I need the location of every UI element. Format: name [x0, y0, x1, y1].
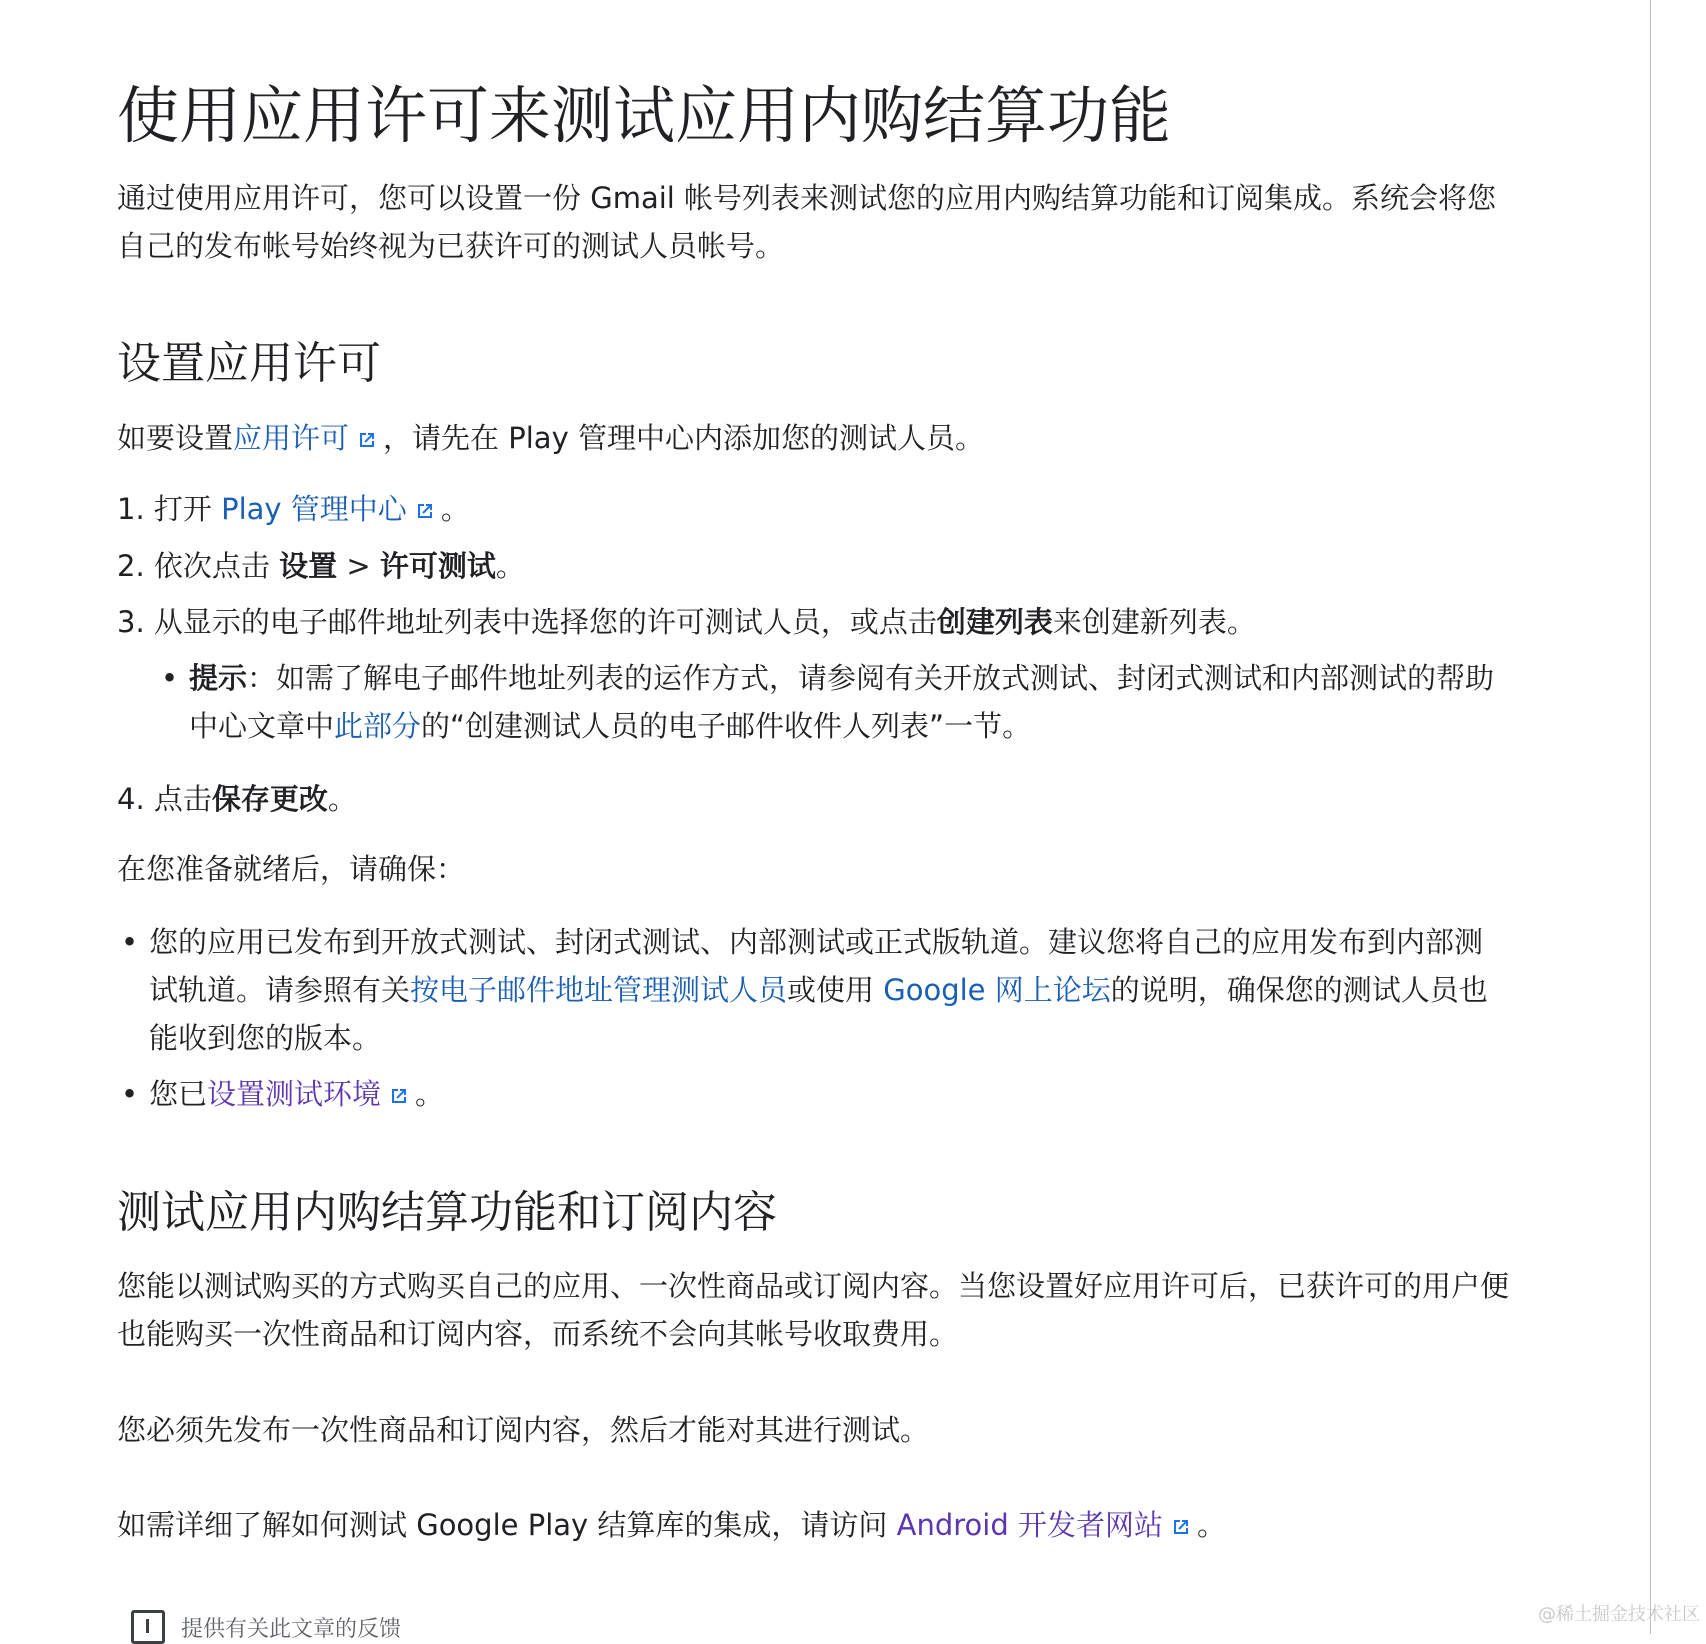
external-link-icon — [357, 430, 377, 450]
play-console-link[interactable]: Play 管理中心 — [221, 492, 407, 526]
testing-paragraph-1: 您能以测试购买的方式购买自己的应用、一次性商品或订阅内容。当您设置好应用许可后，已获许可的用户便也能购买一次性商品和订阅内容，而系统不会向其帐号收取费用。 — [117, 1269, 1510, 1351]
bullet-2: • 您已设置测试环境 。 — [121, 1077, 445, 1111]
intro-paragraph: 通过使用应用许可，您可以设置一份 Gmail 帐号列表来测试您的应用内购结算功能和订阅集成。系统会将您自己的发布帐号始终视为已获许可的测试人员帐号。 — [117, 181, 1497, 263]
external-link-icon — [1171, 1517, 1191, 1537]
feedback-icon — [131, 1610, 165, 1644]
manage-testers-link[interactable]: 按电子邮件地址管理测试人员 — [410, 973, 788, 1007]
feedback-label: 提供有关此文章的反馈 — [181, 1616, 402, 1642]
step-4: 4. 点击保存更改。 — [117, 782, 357, 816]
step-2: 2. 依次点击 设置 > 许可测试。 — [117, 549, 525, 583]
watermark: @稀土掘金技术社区 — [1538, 1604, 1700, 1625]
testing-paragraph-2: 您必须先发布一次性商品和订阅内容，然后才能对其进行测试。 — [117, 1413, 930, 1447]
test-environment-link[interactable]: 设置测试环境 — [207, 1077, 382, 1111]
step-3: 3. 从显示的电子邮件地址列表中选择您的许可测试人员，或点击创建列表来创建新列表。 — [117, 605, 1256, 639]
page-title: 使用应用许可来测试应用内购结算功能 — [117, 79, 1172, 152]
bullet-1: • 您的应用已发布到开放式测试、封闭式测试、内部测试或正式版轨道。建议您将自己的应用发布到内部测试轨道。请参照有关按电子邮件地址管理测试人员或使用 Google 网上论坛的说明，确保您的测试人员也能收到您的版本。 — [121, 925, 1488, 1055]
external-link-icon — [389, 1086, 409, 1106]
section-heading-testing: 测试应用内购结算功能和订阅内容 — [117, 1187, 777, 1238]
divider — [1650, 0, 1651, 1634]
google-groups-link[interactable]: Google 网上论坛 — [883, 973, 1111, 1007]
ready-paragraph: 在您准备就绪后，请确保： — [117, 852, 466, 886]
app-licensing-link[interactable]: 应用许可 — [233, 421, 350, 455]
step-1: 1. 打开 Play 管理中心 。 — [117, 492, 470, 526]
feedback-button[interactable] — [131, 1610, 401, 1644]
android-developers-link[interactable]: Android 开发者网站 — [896, 1508, 1163, 1542]
this-section-link[interactable]: 此部分 — [334, 709, 422, 743]
tip: • 提示：如需了解电子邮件地址列表的运作方式，请参阅有关开放式测试、封闭式测试和内部测试的帮助中心文章中此部分的“创建测试人员的电子邮件收件人列表”一节。 — [161, 661, 1495, 743]
testing-paragraph-3: 如需详细了解如何测试 Google Play 结算库的集成，请访问 Android 开发者网站 。 — [117, 1508, 1226, 1542]
setup-paragraph: 如要设置应用许可 ，请先在 Play 管理中心内添加您的测试人员。 — [117, 421, 984, 455]
section-heading-setup: 设置应用许可 — [117, 338, 381, 389]
external-link-icon — [415, 501, 435, 521]
